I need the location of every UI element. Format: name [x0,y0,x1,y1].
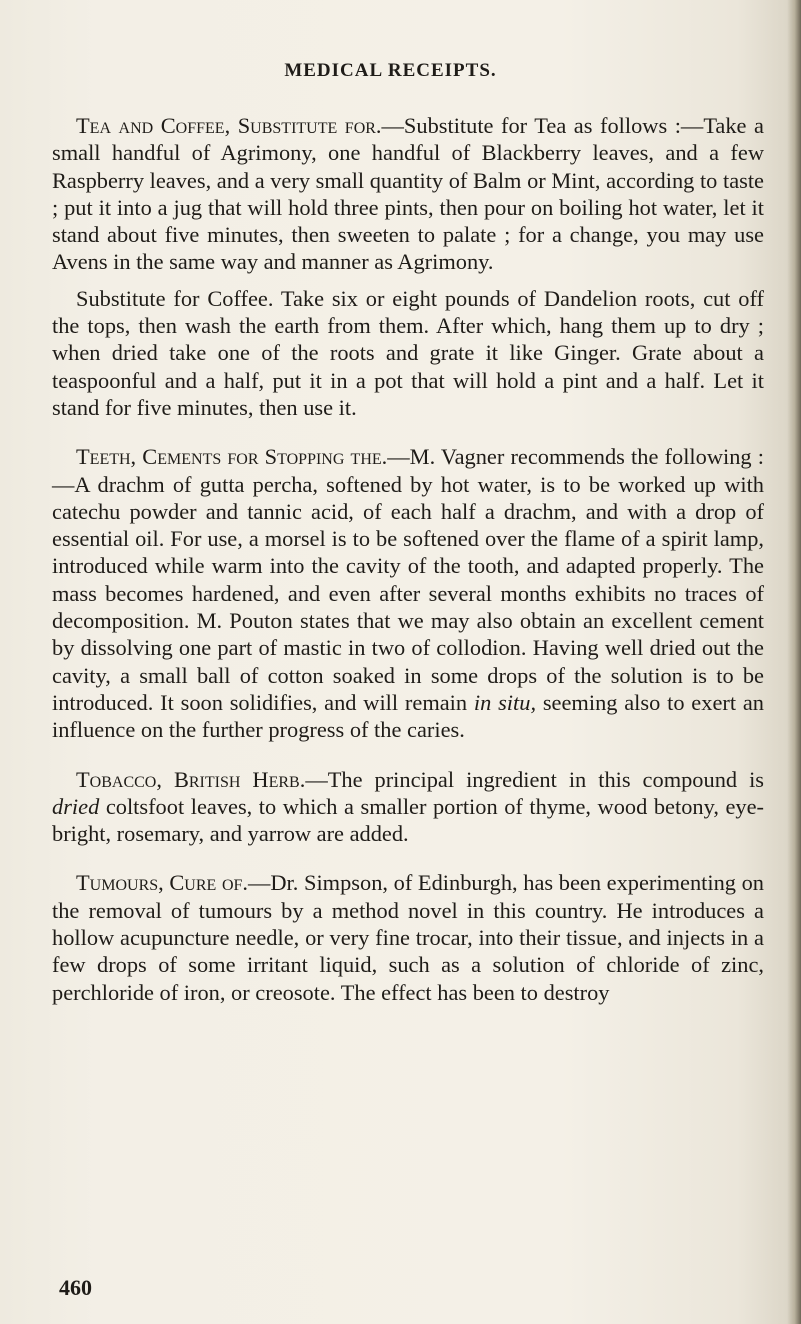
entry-text: —Dr. Simpson, of Edinburgh, has been experimenting on the removal of tumours by a method novel in this country. He introduces a hollow acupuncture needle, or very fine trocar, into their tissue, and injects in a few drops of some irritant liquid, such as a solution of chloride of zinc, perchloride of iron, or creosote. The effect has been to destroy [52,870,765,1005]
entry-teeth-cements [52,443,764,743]
entry-heading: Tobacco, British Herb. [76,766,306,792]
entry-tobacco [52,766,764,848]
entry-coffee-substitute [52,285,764,421]
entry-text: —Substitute for Tea as follows :—Take a small handful of Agrimony, one handful of Blackberry leaves, and a few Raspberry leaves, and a very small quantity of Balm or Mint, according to taste ; put it into a jug that will hold three pints, then pour on boiling hot water, let it stand about five minutes, then sweeten to palate ; for a change, you may use Avens in the same way and manner as Agrimony. [52,113,764,275]
entry-text-after: coltsfoot leaves, to which a smaller portion of thyme, wood betony, eye-bright, rosemary, and yarrow are added. [52,793,764,847]
entry-tumours [52,869,764,1005]
entry-text: —M. Vagner recommends the following :—A drachm of gutta percha, softened by hot water, is to be worked up with catechu powder and tannic acid, of each half a drachm, and with a drop of essential oil. For use, a morsel is to be softened over the flame of a spirit lamp, introduced while warm into the cavity of the tooth, and adapted properly. The mass becomes hardened, and even after several months exhibits no traces of decomposition. M. Pouton states that we may also obtain an excellent cement by dissolving one part of mastic in two of collodion. Having well dried out the cavity, a small ball of cotton soaked in some drops of the solution is to be introduced. It soon solidifies, and will remain [52,444,764,715]
entry-tea-coffee [52,112,764,276]
body-text [52,112,764,1006]
entry-text-after: seeming also to exert an influence on the further progress of the caries. [52,689,764,743]
entry-text: Substitute for Coffee. Take six or eight pounds of Dandelion roots, cut off the tops, then wash the earth from them. After which, hang them up to dry ; when dried take one of the roots and grate it like Ginger. Grate about a teaspoonful and a half, put it in a pot that will hold a pint and a half. Let it stand for five minutes, then use it. [52,285,764,420]
entry-heading: Teeth, Cements for Stopping the. [76,444,388,470]
entry-heading: Tumours, Cure of. [76,870,248,896]
page-number: 460 [59,1275,92,1300]
entry-italic: in situ, [473,689,537,715]
entry-text: —The principal ingredient in this compound is [305,766,765,792]
entry-heading: Tea and Coffee, Substitute for. [76,113,382,138]
page-edge-shadow [787,0,801,1324]
running-head: MEDICAL RECEIPTS. [284,60,497,81]
entry-italic: dried [52,793,100,819]
